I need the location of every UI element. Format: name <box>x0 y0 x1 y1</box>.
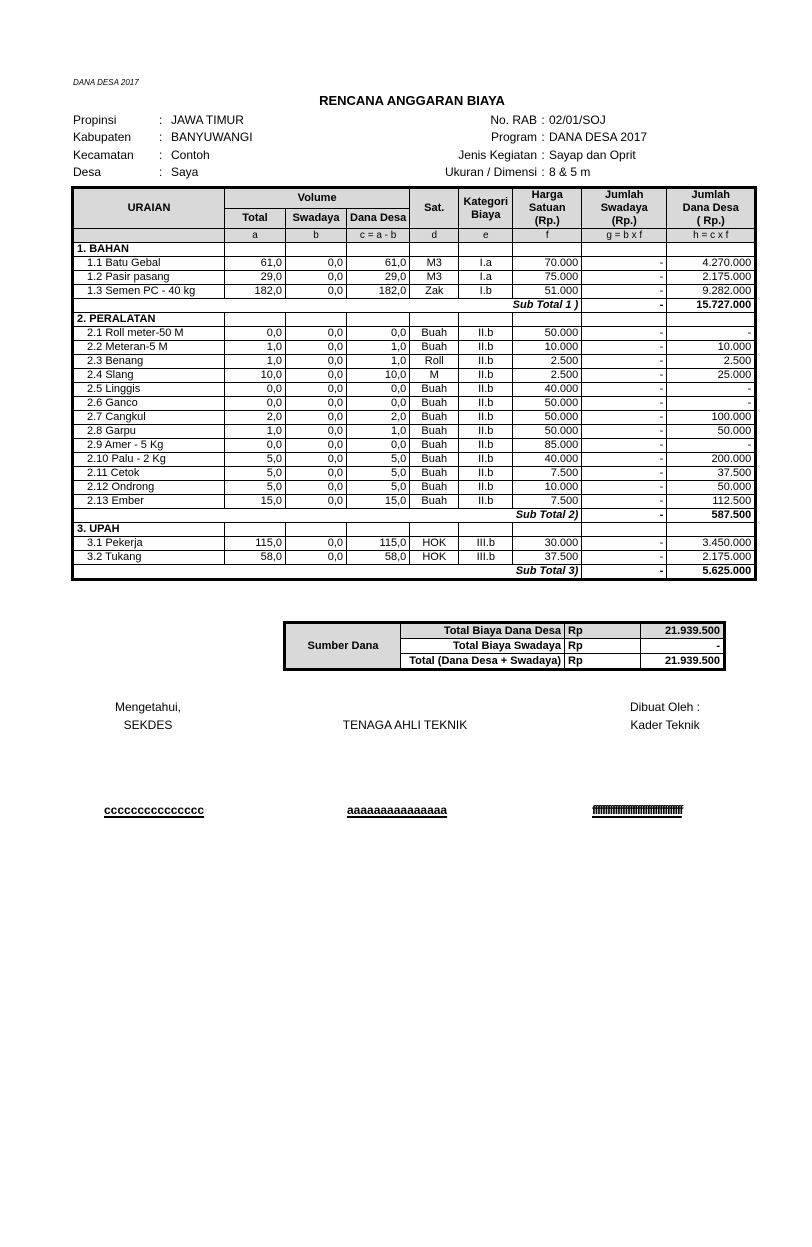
table-row <box>73 537 756 551</box>
cell-sat: HOK <box>410 551 459 565</box>
cell-kategori: II.b <box>459 369 513 383</box>
table-row <box>73 425 756 439</box>
cell-uraian: 2.2 Meteran-5 M <box>73 341 225 355</box>
cell-swadaya: 0,0 <box>286 271 347 285</box>
cell-dana-desa: 10,0 <box>347 369 410 383</box>
cell-harga: 40.000 <box>513 453 582 467</box>
cell-jml-swadaya: - <box>582 481 667 495</box>
cell-total: 0,0 <box>225 439 286 453</box>
cell-kategori: I.a <box>459 257 513 271</box>
meta-no-rab: No. RAB : 02/01/SOJ <box>490 113 606 127</box>
funding-source-label: Sumber Dana <box>285 623 401 670</box>
cell-jml-swadaya: - <box>582 453 667 467</box>
cell-total: 0,0 <box>225 397 286 411</box>
cell-dana-desa: 5,0 <box>347 467 410 481</box>
cell-harga: 85.000 <box>513 439 582 453</box>
cell-jml-dana-desa: - <box>667 397 756 411</box>
cell-kategori: II.b <box>459 355 513 369</box>
cell-harga: 50.000 <box>513 411 582 425</box>
table-row <box>73 355 756 369</box>
cell-jml-dana-desa: 50.000 <box>667 425 756 439</box>
subtotal-swadaya: - <box>582 299 667 313</box>
program-info <box>445 112 669 181</box>
cell-jml-swadaya: - <box>582 369 667 383</box>
cell-sat: M <box>410 369 459 383</box>
cell-kategori: II.b <box>459 481 513 495</box>
table-row <box>73 369 756 383</box>
header-total: Total <box>225 209 286 229</box>
table-row <box>73 453 756 467</box>
location-info <box>73 112 253 181</box>
cell-jml-swadaya: - <box>582 397 667 411</box>
cell-total: 1,0 <box>225 355 286 369</box>
cell-swadaya: 0,0 <box>286 551 347 565</box>
cell-kategori: II.b <box>459 453 513 467</box>
section-title: 1. BAHAN <box>73 243 225 257</box>
cell-kategori: II.b <box>459 411 513 425</box>
cell-sat: M3 <box>410 257 459 271</box>
cell-swadaya: 0,0 <box>286 383 347 397</box>
header-kategori: Kategori Biaya <box>459 188 513 229</box>
cell-harga: 10.000 <box>513 481 582 495</box>
cell-harga: 50.000 <box>513 327 582 341</box>
cell-total: 0,0 <box>225 383 286 397</box>
cell-swadaya: 0,0 <box>286 285 347 299</box>
funding-source-table <box>283 621 726 671</box>
subtotal-row <box>73 299 756 313</box>
cell-dana-desa: 58,0 <box>347 551 410 565</box>
signature-left-title: Mengetahui, SEKDES <box>114 700 182 732</box>
header-dana-desa: Dana Desa <box>347 209 410 229</box>
header-sat: Sat. <box>410 188 459 229</box>
header-harga-satuan: Harga Satuan (Rp.) <box>513 188 582 229</box>
cell-jml-dana-desa: - <box>667 439 756 453</box>
header-jumlah-swadaya: Jumlah Swadaya (Rp.) <box>582 188 667 229</box>
cell-swadaya: 0,0 <box>286 411 347 425</box>
table-row <box>73 439 756 453</box>
cell-dana-desa: 2,0 <box>347 411 410 425</box>
cell-harga: 2.500 <box>513 355 582 369</box>
meta-desa: Desa : Saya <box>73 164 199 179</box>
cell-jml-dana-desa: 3.450.000 <box>667 537 756 551</box>
cell-swadaya: 0,0 <box>286 425 347 439</box>
cell-uraian: 2.4 Slang <box>73 369 225 383</box>
subtotal-swadaya: - <box>582 565 667 580</box>
cell-uraian: 2.3 Benang <box>73 355 225 369</box>
cell-sat: Zak <box>410 285 459 299</box>
cell-dana-desa: 1,0 <box>347 355 410 369</box>
table-row <box>73 271 756 285</box>
cell-sat: Buah <box>410 327 459 341</box>
subtotal-label: Sub Total 3) <box>73 565 582 580</box>
cell-swadaya: 0,0 <box>286 481 347 495</box>
cell-jml-dana-desa: - <box>667 327 756 341</box>
cell-kategori: II.b <box>459 383 513 397</box>
cell-dana-desa: 61,0 <box>347 257 410 271</box>
cell-swadaya: 0,0 <box>286 341 347 355</box>
cell-uraian: 1.1 Batu Gebal <box>73 257 225 271</box>
cell-jml-swadaya: - <box>582 467 667 481</box>
cell-harga: 7.500 <box>513 495 582 509</box>
cell-sat: Buah <box>410 495 459 509</box>
cell-total: 182,0 <box>225 285 286 299</box>
cell-swadaya: 0,0 <box>286 439 347 453</box>
cell-total: 29,0 <box>225 271 286 285</box>
cell-dana-desa: 15,0 <box>347 495 410 509</box>
cell-swadaya: 0,0 <box>286 537 347 551</box>
cell-total: 1,0 <box>225 425 286 439</box>
cell-uraian: 2.5 Linggis <box>73 383 225 397</box>
cell-total: 58,0 <box>225 551 286 565</box>
table-row <box>73 411 756 425</box>
cell-harga: 70.000 <box>513 257 582 271</box>
meta-propinsi: Propinsi : JAWA TIMUR <box>73 113 244 127</box>
subtotal-swadaya: - <box>582 509 667 523</box>
section-title: 2. PERALATAN <box>73 313 225 327</box>
budget-table <box>71 186 757 581</box>
cell-uraian: 2.8 Garpu <box>73 425 225 439</box>
cell-jml-swadaya: - <box>582 411 667 425</box>
subtotal-dana-desa: 587.500 <box>667 509 756 523</box>
cell-jml-dana-desa: 4.270.000 <box>667 257 756 271</box>
table-row <box>73 551 756 565</box>
cell-jml-swadaya: - <box>582 537 667 551</box>
cell-harga: 30.000 <box>513 537 582 551</box>
cell-total: 61,0 <box>225 257 286 271</box>
cell-jml-swadaya: - <box>582 341 667 355</box>
table-row <box>73 327 756 341</box>
subtotal-row <box>73 565 756 580</box>
cell-jml-swadaya: - <box>582 285 667 299</box>
cell-sat: Buah <box>410 411 459 425</box>
signature-left-name: ccccccccccccccc <box>104 803 205 817</box>
table-row <box>73 341 756 355</box>
cell-sat: Buah <box>410 453 459 467</box>
cell-sat: Buah <box>410 439 459 453</box>
cell-uraian: 2.11 Cetok <box>73 467 225 481</box>
cell-jml-dana-desa: 2.175.000 <box>667 551 756 565</box>
document-title: RENCANA ANGGARAN BIAYA <box>319 93 505 108</box>
cell-harga: 75.000 <box>513 271 582 285</box>
cell-jml-dana-desa: 50.000 <box>667 481 756 495</box>
cell-kategori: II.b <box>459 439 513 453</box>
cell-sat: Buah <box>410 341 459 355</box>
subtotal-row <box>73 509 756 523</box>
header-uraian: URAIAN <box>73 188 225 229</box>
cell-harga: 51.000 <box>513 285 582 299</box>
cell-harga: 50.000 <box>513 425 582 439</box>
cell-dana-desa: 5,0 <box>347 453 410 467</box>
cell-jml-swadaya: - <box>582 551 667 565</box>
document-tag: DANA DESA 2017 <box>73 78 139 87</box>
meta-kabupaten: Kabupaten : BANYUWANGI <box>73 130 253 145</box>
cell-sat: HOK <box>410 537 459 551</box>
cell-kategori: II.b <box>459 341 513 355</box>
column-codes-row: a b c = a - b d e f g = b x f h = c x f <box>73 229 756 243</box>
signature-right-title: Dibuat Oleh : Kader Teknik <box>629 700 701 732</box>
section-header-row <box>73 243 756 257</box>
cell-kategori: II.b <box>459 327 513 341</box>
cell-kategori: II.b <box>459 425 513 439</box>
cell-jml-swadaya: - <box>582 495 667 509</box>
cell-total: 5,0 <box>225 467 286 481</box>
cell-kategori: III.b <box>459 551 513 565</box>
cell-sat: Buah <box>410 383 459 397</box>
cell-jml-swadaya: - <box>582 355 667 369</box>
meta-jenis-kegiatan: Jenis Kegiatan : Sayap dan Oprit <box>458 147 636 162</box>
cell-dana-desa: 0,0 <box>347 327 410 341</box>
cell-jml-swadaya: - <box>582 257 667 271</box>
funding-row-total: Total (Dana Desa + Swadaya) Rp 21.939.500 <box>285 654 725 670</box>
cell-harga: 50.000 <box>513 397 582 411</box>
cell-dana-desa: 5,0 <box>347 481 410 495</box>
header-volume: Volume <box>225 188 410 209</box>
cell-jml-swadaya: - <box>582 439 667 453</box>
subtotal-dana-desa: 5.625.000 <box>667 565 756 580</box>
subtotal-dana-desa: 15.727.000 <box>667 299 756 313</box>
cell-kategori: II.b <box>459 397 513 411</box>
cell-kategori: I.b <box>459 285 513 299</box>
cell-jml-swadaya: - <box>582 383 667 397</box>
table-row <box>73 481 756 495</box>
cell-kategori: II.b <box>459 467 513 481</box>
cell-sat: Buah <box>410 397 459 411</box>
cell-uraian: 2.7 Cangkul <box>73 411 225 425</box>
cell-jml-dana-desa: 37.500 <box>667 467 756 481</box>
cell-total: 115,0 <box>225 537 286 551</box>
cell-uraian: 2.12 Ondrong <box>73 481 225 495</box>
cell-jml-swadaya: - <box>582 327 667 341</box>
cell-uraian: 2.10 Palu - 2 Kg <box>73 453 225 467</box>
cell-swadaya: 0,0 <box>286 355 347 369</box>
cell-total: 5,0 <box>225 453 286 467</box>
cell-total: 1,0 <box>225 341 286 355</box>
cell-sat: Buah <box>410 481 459 495</box>
cell-swadaya: 0,0 <box>286 257 347 271</box>
cell-swadaya: 0,0 <box>286 467 347 481</box>
table-row <box>73 285 756 299</box>
cell-kategori: III.b <box>459 537 513 551</box>
table-row <box>73 397 756 411</box>
table-row <box>73 383 756 397</box>
cell-dana-desa: 115,0 <box>347 537 410 551</box>
section-header-row <box>73 523 756 537</box>
cell-uraian: 2.9 Amer - 5 Kg <box>73 439 225 453</box>
cell-harga: 37.500 <box>513 551 582 565</box>
cell-jml-dana-desa: 112.500 <box>667 495 756 509</box>
cell-jml-dana-desa: 200.000 <box>667 453 756 467</box>
cell-jml-dana-desa: 9.282.000 <box>667 285 756 299</box>
cell-total: 2,0 <box>225 411 286 425</box>
cell-jml-dana-desa: - <box>667 383 756 397</box>
cell-sat: Roll <box>410 355 459 369</box>
cell-total: 0,0 <box>225 327 286 341</box>
funding-row-dana-desa: Sumber Dana Total Biaya Dana Desa Rp 21.939.500 <box>285 623 725 639</box>
cell-dana-desa: 1,0 <box>347 341 410 355</box>
cell-dana-desa: 0,0 <box>347 383 410 397</box>
cell-jml-dana-desa: 25.000 <box>667 369 756 383</box>
section-header-row <box>73 313 756 327</box>
cell-dana-desa: 0,0 <box>347 439 410 453</box>
funding-row-swadaya: Total Biaya Swadaya Rp - <box>285 639 725 654</box>
signature-center-title: TENAGA AHLI TEKNIK <box>342 718 468 732</box>
cell-harga: 7.500 <box>513 467 582 481</box>
subtotal-label: Sub Total 2) <box>73 509 582 523</box>
cell-dana-desa: 29,0 <box>347 271 410 285</box>
cell-jml-swadaya: - <box>582 271 667 285</box>
cell-jml-swadaya: - <box>582 425 667 439</box>
cell-harga: 2.500 <box>513 369 582 383</box>
cell-swadaya: 0,0 <box>286 453 347 467</box>
cell-uraian: 2.13 Ember <box>73 495 225 509</box>
meta-program: Program : DANA DESA 2017 <box>490 130 648 145</box>
subtotal-label: Sub Total 1 ) <box>73 299 582 313</box>
table-row <box>73 257 756 271</box>
cell-swadaya: 0,0 <box>286 495 347 509</box>
cell-uraian: 1.3 Semen PC - 40 kg <box>73 285 225 299</box>
cell-dana-desa: 0,0 <box>347 397 410 411</box>
signature-right-name: ffffffffffffffffffffffffffffffffffff <box>592 803 682 817</box>
meta-kecamatan: Kecamatan : Contoh <box>73 147 210 162</box>
cell-uraian: 3.1 Pekerja <box>73 537 225 551</box>
cell-swadaya: 0,0 <box>286 369 347 383</box>
cell-sat: Buah <box>410 467 459 481</box>
budget-table-body <box>73 243 756 580</box>
cell-sat: Buah <box>410 425 459 439</box>
cell-sat: M3 <box>410 271 459 285</box>
header-jumlah-dana-desa: Jumlah Dana Desa ( Rp.) <box>667 188 756 229</box>
meta-ukuran: Ukuran / Dimensi : 8 & 5 m <box>444 164 591 179</box>
cell-jml-dana-desa: 10.000 <box>667 341 756 355</box>
cell-dana-desa: 1,0 <box>347 425 410 439</box>
cell-swadaya: 0,0 <box>286 327 347 341</box>
cell-total: 5,0 <box>225 481 286 495</box>
cell-dana-desa: 182,0 <box>347 285 410 299</box>
table-row <box>73 467 756 481</box>
cell-jml-dana-desa: 2.175.000 <box>667 271 756 285</box>
cell-uraian: 2.6 Ganco <box>73 397 225 411</box>
cell-swadaya: 0,0 <box>286 397 347 411</box>
cell-total: 15,0 <box>225 495 286 509</box>
cell-uraian: 2.1 Roll meter-50 M <box>73 327 225 341</box>
table-row <box>73 495 756 509</box>
cell-uraian: 3.2 Tukang <box>73 551 225 565</box>
cell-jml-dana-desa: 100.000 <box>667 411 756 425</box>
cell-kategori: II.b <box>459 495 513 509</box>
header-swadaya: Swadaya <box>286 209 347 229</box>
signature-center-name: aaaaaaaaaaaaaaa <box>347 803 448 817</box>
cell-harga: 10.000 <box>513 341 582 355</box>
cell-uraian: 1.2 Pasir pasang <box>73 271 225 285</box>
section-title: 3. UPAH <box>73 523 225 537</box>
cell-kategori: I.a <box>459 271 513 285</box>
cell-total: 10,0 <box>225 369 286 383</box>
cell-harga: 40.000 <box>513 383 582 397</box>
cell-jml-dana-desa: 2.500 <box>667 355 756 369</box>
